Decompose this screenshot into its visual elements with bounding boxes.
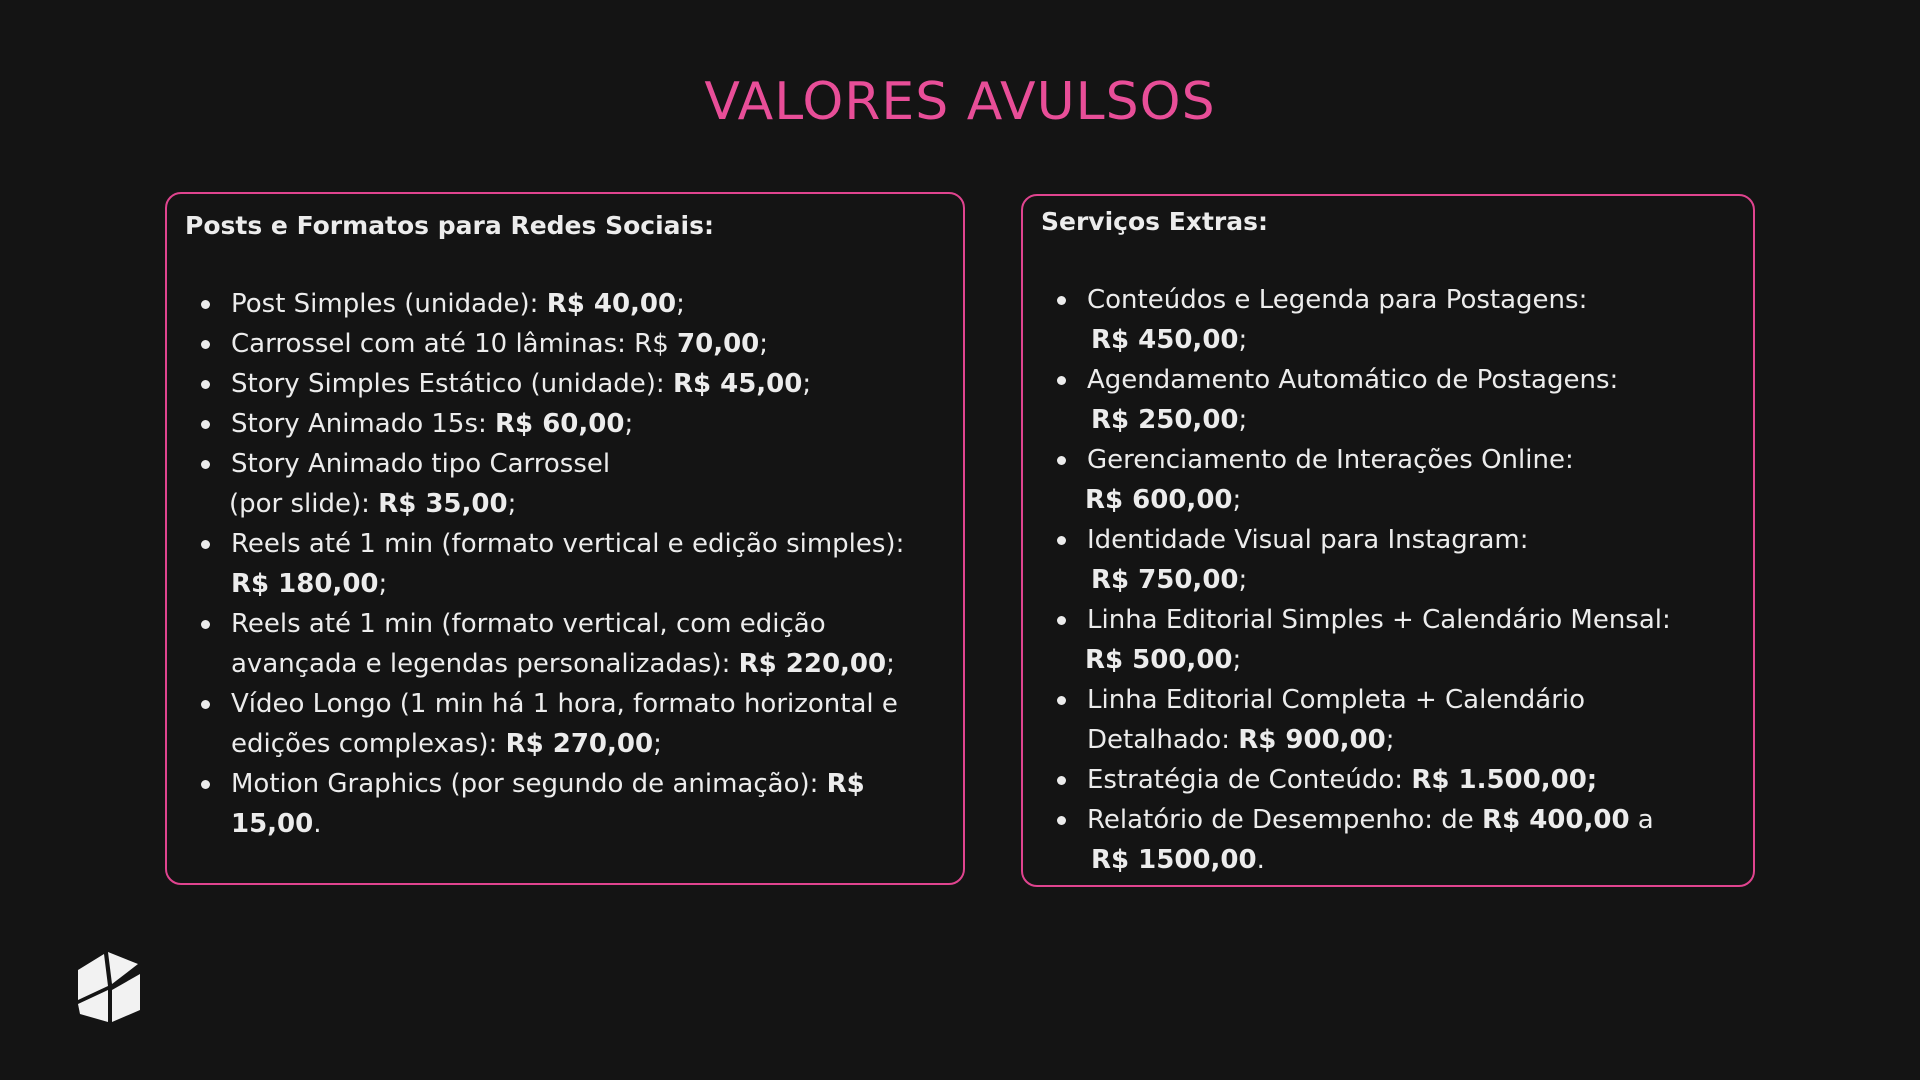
item-text: Estratégia de Conteúdo:: [1087, 765, 1412, 795]
item-line: [1087, 760, 1733, 800]
item-price: R$ 750,00: [1091, 565, 1239, 595]
item-punct: ;: [624, 409, 634, 439]
list-item: [1053, 280, 1733, 360]
item-price: R$ 900,00: [1238, 725, 1386, 755]
item-price: R$ 180,00: [231, 569, 379, 599]
item-price: R$ 1500,00: [1091, 845, 1257, 875]
bullet-icon: [201, 300, 210, 309]
list-item: [197, 324, 937, 364]
list-item: [197, 284, 937, 324]
bullet-icon: [201, 460, 210, 469]
item-line: [231, 644, 937, 684]
item-line: [1087, 840, 1733, 880]
item-punct: ;: [1238, 405, 1248, 435]
item-text: Story Animado 15s:: [231, 409, 496, 439]
bullet-icon: [201, 380, 210, 389]
item-line: [231, 804, 937, 844]
bullet-icon: [201, 620, 210, 629]
item-line: [231, 404, 937, 444]
item-line: [1087, 440, 1733, 480]
item-punct: ;: [802, 369, 812, 399]
item-text: Reels até 1 min (formato vertical e edição simples):: [231, 529, 905, 559]
item-punct: ;: [507, 489, 517, 519]
item-text: edições complexas):: [231, 729, 506, 759]
item-punct: ;: [1232, 645, 1242, 675]
item-text: Vídeo Longo (1 min há 1 hora, formato horizontal e: [231, 689, 898, 719]
item-line: [231, 364, 937, 404]
item-line: [231, 444, 937, 484]
item-line: [1087, 800, 1733, 840]
price-list: [1053, 280, 1733, 880]
cube-logo-icon: [74, 950, 144, 1024]
list-item: [1053, 800, 1733, 880]
item-line: [231, 324, 937, 364]
item-punct: ;: [1232, 485, 1242, 515]
item-text: Post Simples (unidade):: [231, 289, 547, 319]
item-price: R$ 500,00: [1085, 645, 1233, 675]
list-item: [197, 684, 937, 764]
list-item: [197, 764, 937, 844]
item-price: R$ 1.500,00;: [1411, 765, 1598, 795]
item-line: [231, 684, 937, 724]
item-line: [231, 764, 937, 804]
item-text: Carrossel com até 10 lâminas: R$: [231, 329, 678, 359]
item-line: [231, 724, 937, 764]
item-line: [1087, 400, 1733, 440]
item-punct: ;: [676, 289, 685, 319]
item-text: Conteúdos e Legenda para Postagens:: [1087, 285, 1588, 315]
list-item: [197, 524, 937, 604]
item-text: Motion Graphics (por segundo de animação):: [231, 769, 827, 799]
list-item: [1053, 680, 1733, 760]
card-heading: Posts e Formatos para Redes Sociais:: [185, 211, 714, 240]
item-punct: ;: [759, 329, 769, 359]
price-list: [197, 284, 937, 844]
item-punct: ;: [1238, 565, 1248, 595]
item-punct: ;: [378, 569, 388, 599]
item-price: 15,00: [231, 809, 314, 839]
bullet-icon: [1057, 616, 1066, 625]
list-item: [1053, 600, 1733, 680]
bullet-icon: [201, 340, 210, 349]
item-price: R$ 220,00: [738, 649, 887, 679]
bullet-icon: [201, 540, 210, 549]
bullet-icon: [201, 420, 210, 429]
bullet-icon: [1057, 776, 1066, 785]
item-line: [1087, 520, 1733, 560]
item-price: R$ 60,00: [495, 409, 625, 439]
bullet-icon: [201, 780, 210, 789]
item-line: [1085, 480, 1733, 520]
item-price: R$ 270,00: [505, 729, 654, 759]
list-item: [197, 604, 937, 684]
item-line: [1087, 600, 1733, 640]
item-text: Detalhado:: [1087, 725, 1239, 755]
bullet-icon: [1057, 536, 1066, 545]
item-text: Story Animado tipo Carrossel: [231, 449, 611, 479]
bullet-icon: [1057, 696, 1066, 705]
item-punct: ;: [1385, 725, 1395, 755]
list-item: [1053, 360, 1733, 440]
page-title: VALORES AVULSOS: [704, 72, 1216, 132]
item-line: [231, 284, 937, 324]
list-item: [1053, 440, 1733, 520]
list-item: [197, 364, 937, 404]
item-text: Story Simples Estático (unidade):: [231, 369, 673, 399]
item-price: R$ 45,00: [672, 369, 803, 399]
bullet-icon: [1057, 456, 1066, 465]
bullet-icon: [1057, 816, 1066, 825]
item-price: R$ 40,00: [546, 289, 677, 319]
item-line: [231, 604, 937, 644]
list-item: [1053, 760, 1733, 800]
item-punct: ;: [1238, 325, 1248, 355]
item-line: [231, 524, 937, 564]
item-text: Identidade Visual para Instagram:: [1087, 525, 1529, 555]
item-line: [1087, 280, 1733, 320]
item-price: R$ 600,00: [1085, 485, 1233, 515]
item-line: [1087, 560, 1733, 600]
list-item: [197, 404, 937, 444]
item-punct: .: [1256, 845, 1265, 875]
item-price: R$ 250,00: [1091, 405, 1239, 435]
bullet-icon: [1057, 296, 1066, 305]
item-line: [1085, 640, 1733, 680]
item-price: R$ 450,00: [1091, 325, 1239, 355]
item-text: Relatório de Desempenho: de: [1087, 805, 1483, 835]
list-item: [197, 444, 937, 524]
card-heading: Serviços Extras:: [1041, 207, 1268, 236]
item-text: avançada e legendas personalizadas):: [231, 649, 739, 679]
item-price: 70,00: [677, 329, 760, 359]
item-line: [1087, 360, 1733, 400]
item-text: Reels até 1 min (formato vertical, com edição: [231, 609, 826, 639]
item-punct: ;: [886, 649, 895, 679]
item-price: R$: [826, 769, 865, 799]
item-price: R$ 400,00: [1482, 805, 1630, 835]
item-punct: ;: [653, 729, 662, 759]
item-punct: .: [313, 809, 322, 839]
item-line: [231, 564, 937, 604]
item-text: (por slide):: [229, 489, 379, 519]
item-text: Linha Editorial Completa + Calendário: [1087, 685, 1586, 715]
item-line: [1087, 320, 1733, 360]
bullet-icon: [201, 700, 210, 709]
item-line: [229, 484, 937, 524]
item-text: Agendamento Automático de Postagens:: [1087, 365, 1619, 395]
item-line: [1087, 680, 1733, 720]
item-text: Linha Editorial Simples + Calendário Mensal:: [1087, 605, 1671, 635]
extra-services-card: [1021, 194, 1755, 887]
bullet-icon: [1057, 376, 1066, 385]
list-item: [1053, 520, 1733, 600]
item-line: [1087, 720, 1733, 760]
social-media-formats-card: [165, 192, 965, 885]
item-text: Gerenciamento de Interações Online:: [1087, 445, 1574, 475]
item-price: R$ 35,00: [378, 489, 508, 519]
item-text: a: [1629, 805, 1654, 835]
